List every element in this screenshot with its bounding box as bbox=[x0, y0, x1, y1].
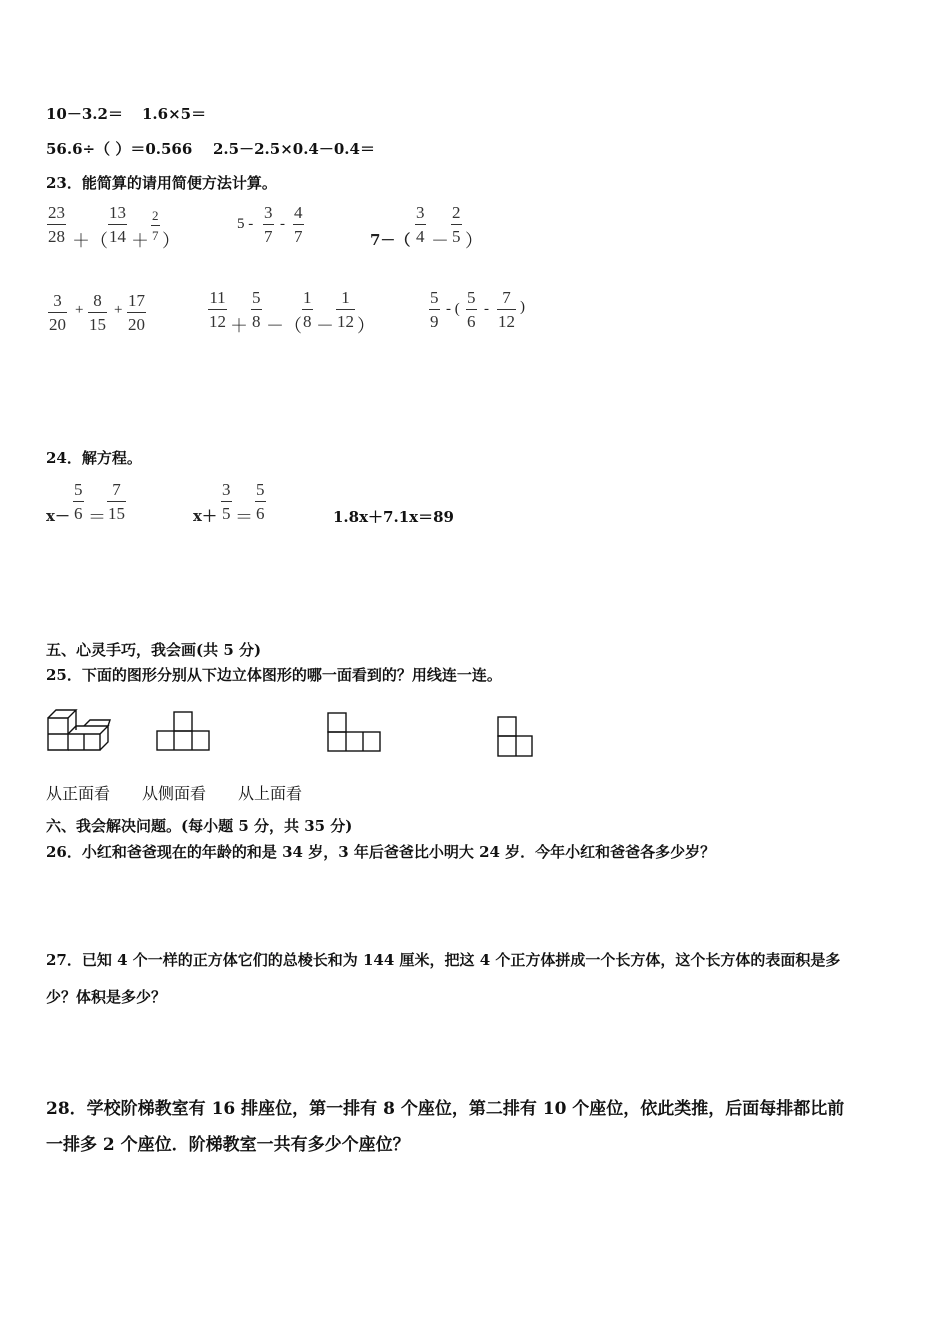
q23-r1e1-close: ） bbox=[162, 231, 180, 251]
q23-r2e1-frac3: 17 20 bbox=[128, 291, 145, 334]
cube-bottom-top-faces bbox=[68, 726, 108, 750]
q24-e2-frac2: 5 6 bbox=[256, 480, 265, 523]
q23-r2e1-frac1: 3 20 bbox=[49, 291, 66, 334]
q24-e2-eq: ＝ bbox=[235, 507, 253, 527]
q23-r1e3-lead: 7－（ bbox=[370, 231, 411, 249]
q23-r1e1-frac1: 23 28 bbox=[48, 203, 65, 246]
q23-r2e2-frac2: 5 8 bbox=[252, 288, 261, 331]
q24-e2-frac1: 3 5 bbox=[222, 480, 231, 523]
label-front-view: 从正面看 bbox=[46, 784, 111, 803]
q24-e1-frac2: 7 15 bbox=[108, 480, 125, 523]
q23-r2e2-minus-open: －（ bbox=[266, 316, 302, 336]
view-side-shape bbox=[327, 712, 381, 752]
cube-back-face bbox=[84, 720, 110, 726]
q23-r1e3-frac2: 2 5 bbox=[452, 203, 461, 246]
section5-title: 五、心灵手巧，我会画(共 5 分) bbox=[46, 641, 262, 659]
q23-r1e3-frac1: 3 4 bbox=[416, 203, 425, 246]
q24-e1-lead: x－ bbox=[46, 507, 70, 525]
q24-e2-lead: x＋ bbox=[193, 507, 217, 525]
q23-r1e3-close: ） bbox=[465, 231, 483, 251]
calc-1.6-times-5: 1.6×5＝ bbox=[142, 105, 207, 123]
q23-r2e2-frac3: 1 8 bbox=[303, 288, 312, 331]
q24-e3: 1.8x＋7.1x＝89 bbox=[333, 508, 454, 526]
label-side-view: 从侧面看 bbox=[142, 784, 207, 803]
q26-text: 26．小红和爸爸现在的年龄的和是 34 岁，3 年后爸爸比小明大 24 岁．今年小红和爸爸各多少岁？ bbox=[46, 843, 716, 861]
q23-r2e2-frac4: 1 12 bbox=[337, 288, 354, 331]
q23-r1e2-minus: - bbox=[280, 216, 285, 232]
q23-title: 23．能简算的请用简便方法计算。 bbox=[46, 174, 277, 192]
calc-10-minus-3.2: 10－3.2＝ bbox=[46, 105, 123, 123]
q23-r1e2-frac2: 4 7 bbox=[294, 203, 303, 246]
q23-r2e3-frac1: 5 9 bbox=[430, 288, 439, 331]
q27-text-line2: 少？体积是多少？ bbox=[46, 988, 167, 1006]
cube-top-face bbox=[48, 710, 76, 730]
q28-text-line2: 一排多 2 个座位．阶梯教室一共有多少个座位？ bbox=[46, 1135, 410, 1155]
q28-text-line1: 28．学校阶梯教室有 16 排座位，第一排有 8 个座位，第二排有 10 个座位，依此类推，后面每排都比前 bbox=[46, 1099, 845, 1119]
q23-r1e2-lead: 5 - bbox=[237, 216, 254, 232]
q23-r2e1-frac2: 8 15 bbox=[89, 291, 106, 334]
solid-figure-cubes bbox=[46, 704, 118, 752]
q25-text: 25．下面的图形分别从下边立体图形的哪一面看到的？用线连一连。 bbox=[46, 666, 502, 684]
q23-r2e2-frac1: 11 12 bbox=[209, 288, 226, 331]
q23-r2e2-minus: － bbox=[316, 316, 334, 336]
section6-title: 六、我会解决问题。(每小题 5 分，共 35 分) bbox=[46, 817, 353, 835]
view-top-shape bbox=[497, 716, 533, 758]
q23-r1e1-frac3: 2 7 bbox=[152, 208, 159, 243]
q23-r1e1-frac2: 13 14 bbox=[109, 203, 126, 246]
q23-r1e2-frac1: 3 7 bbox=[264, 203, 273, 246]
q23-r2e3-frac2: 5 6 bbox=[467, 288, 476, 331]
q23-r2e3-minus-open: - ( bbox=[446, 301, 460, 317]
q23-r2e3-frac3: 7 12 bbox=[498, 288, 515, 331]
q23-r2e2-plus: ＋ bbox=[230, 316, 248, 336]
q23-r2e1-plus2: + bbox=[114, 302, 123, 318]
q23-r2e3-minus: - bbox=[484, 301, 489, 317]
q24-e1-frac1: 5 6 bbox=[74, 480, 83, 523]
calc-division-blank: 56.6÷（ ）＝0.566 bbox=[46, 140, 193, 158]
label-top-view: 从上面看 bbox=[238, 784, 303, 803]
q23-r1e1-plus2: ＋ bbox=[131, 231, 149, 251]
view-front-shape bbox=[156, 711, 210, 751]
q24-e1-eq: ＝ bbox=[88, 507, 106, 527]
q23-r1e1-plus: ＋（ bbox=[72, 231, 108, 251]
cube-left-stack bbox=[48, 718, 68, 750]
q23-r2e1-plus1: + bbox=[75, 302, 84, 318]
q27-text-line1: 27．已知 4 个一样的正方体它们的总棱长和为 144 厘米，把这 4 个正方体拼成一个长方体，这个长方体的表面积是多 bbox=[46, 951, 841, 969]
q24-title: 24．解方程。 bbox=[46, 449, 142, 467]
q23-r1e3-minus: － bbox=[431, 231, 449, 251]
calc-mixed-ops: 2.5－2.5×0.4－0.4＝ bbox=[213, 140, 375, 158]
cube-bottom-row bbox=[68, 734, 100, 750]
q23-r2e2-close: ） bbox=[357, 316, 375, 336]
q23-r2e3-close: ) bbox=[520, 299, 525, 315]
